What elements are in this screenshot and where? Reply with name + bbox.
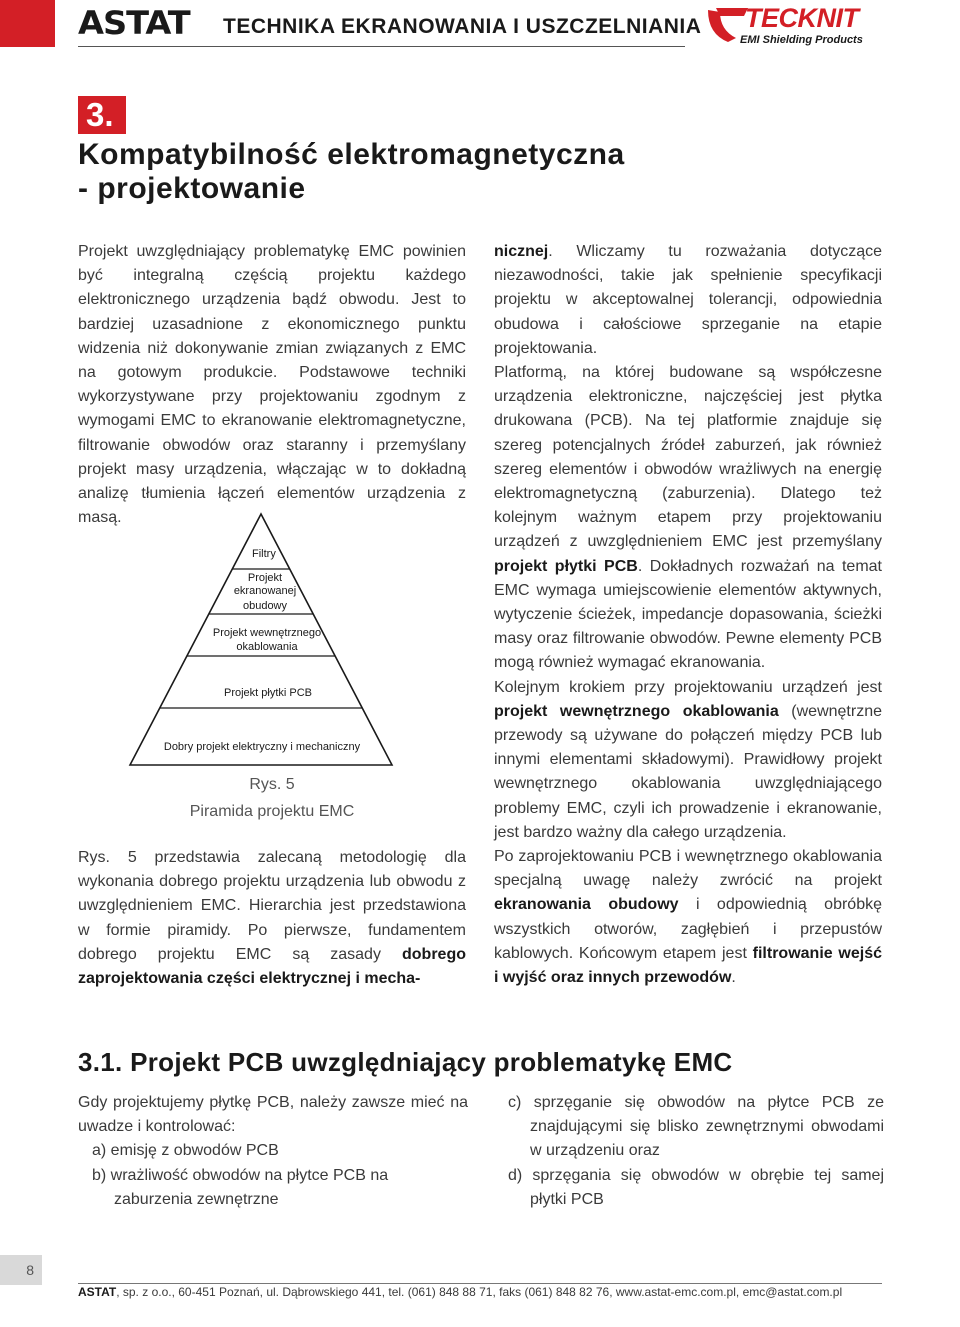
right-column (494, 240, 882, 990)
enclosure-period: . (731, 969, 736, 987)
paragraph-wiring (494, 676, 882, 845)
section-number: 3. (78, 96, 126, 134)
paragraph-enclosure (494, 845, 882, 990)
footer-address: , sp. z o.o., 60-451 Poznań, ul. Dąbrowskiego 441, tel. (061) 848 88 71, faks (061) 848 82 76, www.astat-emc.com.pl, emc@astat.com.pl (116, 1285, 843, 1299)
list-item-b: b) wrażliwość obwodów na płytce PCB na zaburzenia zewnętrzne (92, 1166, 389, 1208)
list-item-c: c) sprzęganie się obwodów na płytce PCB ze znajdującymi się blisko zewnętrznymi obwodami w urządzeniu oraz (508, 1094, 884, 1160)
figure-number: Rys. 5 (249, 776, 295, 793)
paragraph-pyramid-description (78, 846, 466, 991)
footer-company: ASTAT (78, 1285, 117, 1299)
pcb-text-2: . Dokładnych rozważań na temat EMC wymaga umiejscowienie elementów aktywnych, wytyczenie ścieżek, impedancje dopasowania, ścieżki masy oraz filtrowanie obwodów. Pewne elementy PCB mogą również wymagać ekranowania. (494, 557, 882, 672)
subsection-intro: Gdy projektujemy płytkę PCB, należy zawsze mieć na uwadze i kontrolować: (78, 1094, 468, 1136)
pcb-text-1: Platformą, na której budowane są współczesne urządzenia elektroniczne, najczęściej jest płytka drukowana (PCB). Na tej platformie znajduje się szereg potencjalnych źródeł zaburzeń, jak również szereg elementów i obwodów wrażliwych na energię elektromagnetyczną (zaburzenia). Dlatego też kolejnym ważnym etapem przy projektowaniu urządzeń z uwzględnieniem EMC jest przemyślany (494, 364, 882, 551)
pyramid-description-text: Rys. 5 przedstawia zalecaną metodologię dla wykonania dobrego projektu urządzenia lub obwodu z uwzględnieniem EMC. Hierarchia jest przedstawiona w formie piramidy. Po pierwsze, fundamentem dobrego projektu EMC są zasady (78, 849, 466, 963)
emc-pyramid-figure (128, 512, 394, 767)
enclosure-text-1: Po zaprojektowaniu PCB i wewnętrznego okablowania specjalną uwagę należy zwrócić na projekt (494, 848, 882, 890)
pyramid-level-filters: Filtry (252, 548, 276, 560)
page-number: 8 (0, 1255, 42, 1285)
list-item-d: d) sprzęgania się obwodów w obrębie tej samej płytki PCB (508, 1166, 884, 1208)
filtering-bold: filtrowanie wejść i wyjść oraz innych przewodów (494, 944, 882, 987)
enclosure-bold: ekranowania obudowy (494, 896, 679, 914)
subsection-list-left (78, 1091, 468, 1212)
subsection-list-right (508, 1091, 884, 1212)
pyramid-level-enclosure-1: Projekt (247, 572, 283, 584)
continuation-bold: nicznej (494, 243, 549, 260)
reliability-text: . Wliczamy tu rozważania dotyczące niezawodności, takie jak spełnienie specyfikacji projektu w akceptowalnej tolerancji, odpowiednia obudowa i całościowe sprzeganie na etapie projektowania. (494, 243, 882, 357)
pyramid-description-bold: dobrego zaprojektowania części elektrycznej i mecha- (78, 945, 466, 988)
header-divider (78, 46, 685, 47)
header-title: TECHNIKA EKRANOWANIA I USZCZELNIANIA (223, 15, 702, 38)
wiring-bold: projekt wewnętrznego okablowania (494, 702, 779, 720)
list-item-a: a) emisję z obwodów PCB (92, 1142, 279, 1160)
astat-logo: ASTAT (78, 4, 190, 42)
footer-divider (78, 1283, 882, 1284)
tecknit-logo-subtitle: EMI Shielding Products (740, 34, 863, 46)
pyramid-level-enclosure-3: obudowy (242, 600, 288, 612)
pyramid-level-enclosure-2: ekranowanej (233, 585, 297, 597)
section-title (78, 138, 625, 206)
enclosure-text-2: i odpowiednią obróbkę wszystkich otworów, zagłębień i przepustów kablowych. Końcowym etapem jest (494, 896, 882, 962)
figure-caption: Piramida projektu EMC (189, 803, 355, 820)
footer-contact (78, 1285, 842, 1299)
left-column-paragraph-2 (78, 846, 466, 991)
pyramid-level-pcb: Projekt płytki PCB (223, 687, 313, 699)
paragraph-reliability (494, 240, 882, 361)
header-red-block (0, 0, 55, 47)
pcb-bold: projekt płytki PCB (494, 557, 638, 575)
left-column-paragraph (78, 240, 466, 530)
section-title-line1: Kompatybilność elektromagnetyczna (78, 138, 625, 171)
pyramid-level-wiring-1: Projekt wewnętrznego (212, 627, 322, 639)
wiring-text-2: (wewnętrzne przewody są używane do połączeń między PCB lub innymi elementami składowymi). Prawidłowy projekt wewnętrznego okablowania uwzględniającego problemy EMC, czyli ich prowadzenie i ekranowanie, jest bardzo ważny dla całego urządzenia. (494, 702, 882, 841)
wiring-text-1: Kolejnym krokiem przy projektowaniu urządzeń jest (494, 678, 882, 696)
paragraph-pcb (494, 361, 882, 676)
pyramid-level-base: Dobry projekt elektryczny i mechaniczny (163, 741, 361, 753)
pyramid-level-wiring-2: okablowania (236, 641, 298, 653)
paragraph-intro: Projekt uwzględniający problematykę EMC powinien być integralną częścią projektu każdego elektronicznego urządzenia bądź obwodu. Jest to bardziej uzasadnione z ekonomicznego punktu widzenia niż dokonywanie zmian związanych z EMC na gotowym produkcie. Podstawowe techniki wykorzystywane przy projektowaniu zgodnym z wymogami EMC to ekranowanie elektromagnetyczne, filtrowanie obwodów oraz staranny i przemyślany projekt masy urządzenia, włączając w to dokładną analizę tłumienia łączeń elementów urządzenia z masą. (78, 243, 466, 527)
subsection-title: 3.1. Projekt PCB uwzględniający problematykę EMC (78, 1047, 733, 1077)
tecknit-logo-text: TECKNIT (745, 3, 859, 33)
section-title-line2: - projektowanie (78, 172, 306, 205)
